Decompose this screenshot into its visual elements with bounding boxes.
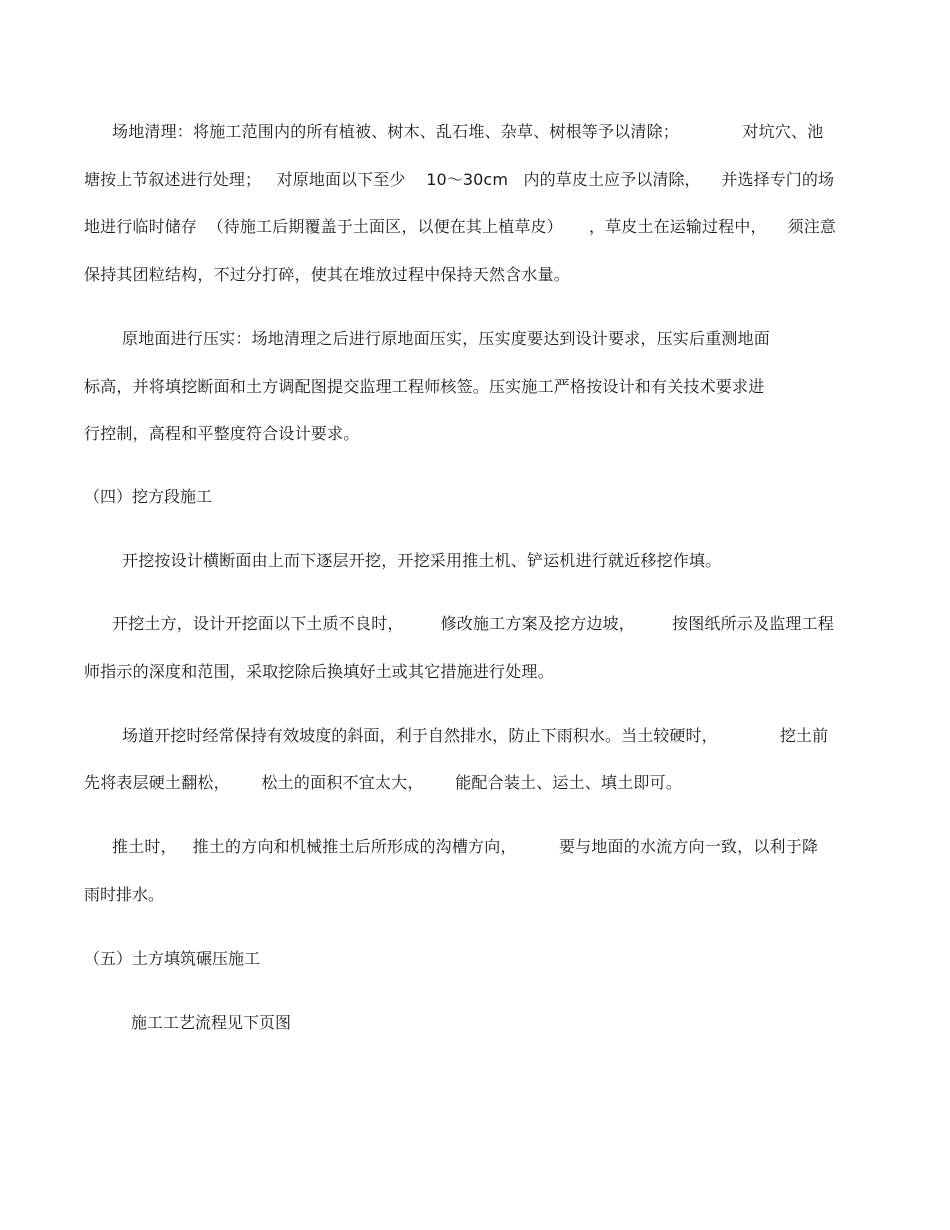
paragraph-2-line-3: 行控制，高程和平整度符合设计要求。: [84, 424, 360, 443]
paragraph-5-line-2: 师指示的深度和范围，采取挖除后换填好土或其它措施进行处理。: [84, 662, 554, 681]
paragraph-1-line-4: 保持其团粒结构，不过分打碎，使其在堆放过程中保持天然含水量。: [84, 265, 571, 284]
paragraph-2-line-2: 标高，并将填挖断面和土方调配图提交监理工程师核签。压实施工严格按设计和有关技术要求进: [84, 377, 765, 396]
section-heading-5: （五）土方填筑碾压施工: [84, 949, 261, 968]
paragraph-7-line-2: 雨时排水。: [84, 885, 165, 904]
paragraph-1-line-3: 地进行临时储存 （待施工后期覆盖于土面区，以便在其上植草皮） ，草皮土在运输过程中， 须注意: [84, 217, 837, 236]
paragraph-5-line-1: 开挖土方，设计开挖面以下土质不良时， 修改施工方案及挖方边坡， 按图纸所示及监理工程: [112, 614, 835, 633]
paragraph-6-line-2: 先将表层硬土翻松， 松土的面积不宜太大， 能配合装土、运土、填土即可。: [84, 773, 683, 792]
section-heading-4: （四）挖方段施工: [84, 487, 213, 506]
paragraph-2-line-1: 原地面进行压实：场地清理之后进行原地面压实，压实度要达到设计要求，压实后重测地面: [122, 329, 771, 348]
paragraph-9-line-1: 施工工艺流程见下页图: [131, 1013, 292, 1032]
paragraph-7-line-1: 推土时， 推土的方向和机械推土后所形成的沟槽方向， 要与地面的水流方向一致，以利于降: [112, 837, 819, 856]
paragraph-1-line-1: 场地清理：将施工范围内的所有植被、树木、乱石堆、杂草、树根等予以清除； 对坑穴、池: [112, 122, 824, 141]
paragraph-6-line-1: 场道开挖时经常保持有效坡度的斜面，利于自然排水，防止下雨积水。当土较硬时， 挖土前: [122, 726, 829, 745]
paragraph-4-line-1: 开挖按设计横断面由上而下逐层开挖，开挖采用推土机、铲运机进行就近移挖作填。: [122, 551, 722, 570]
paragraph-1-line-2: 塘按上节叙述进行处理； 对原地面以下至少 10～30cm 内的草皮土应予以清除， 并选择专门的场: [84, 170, 835, 189]
